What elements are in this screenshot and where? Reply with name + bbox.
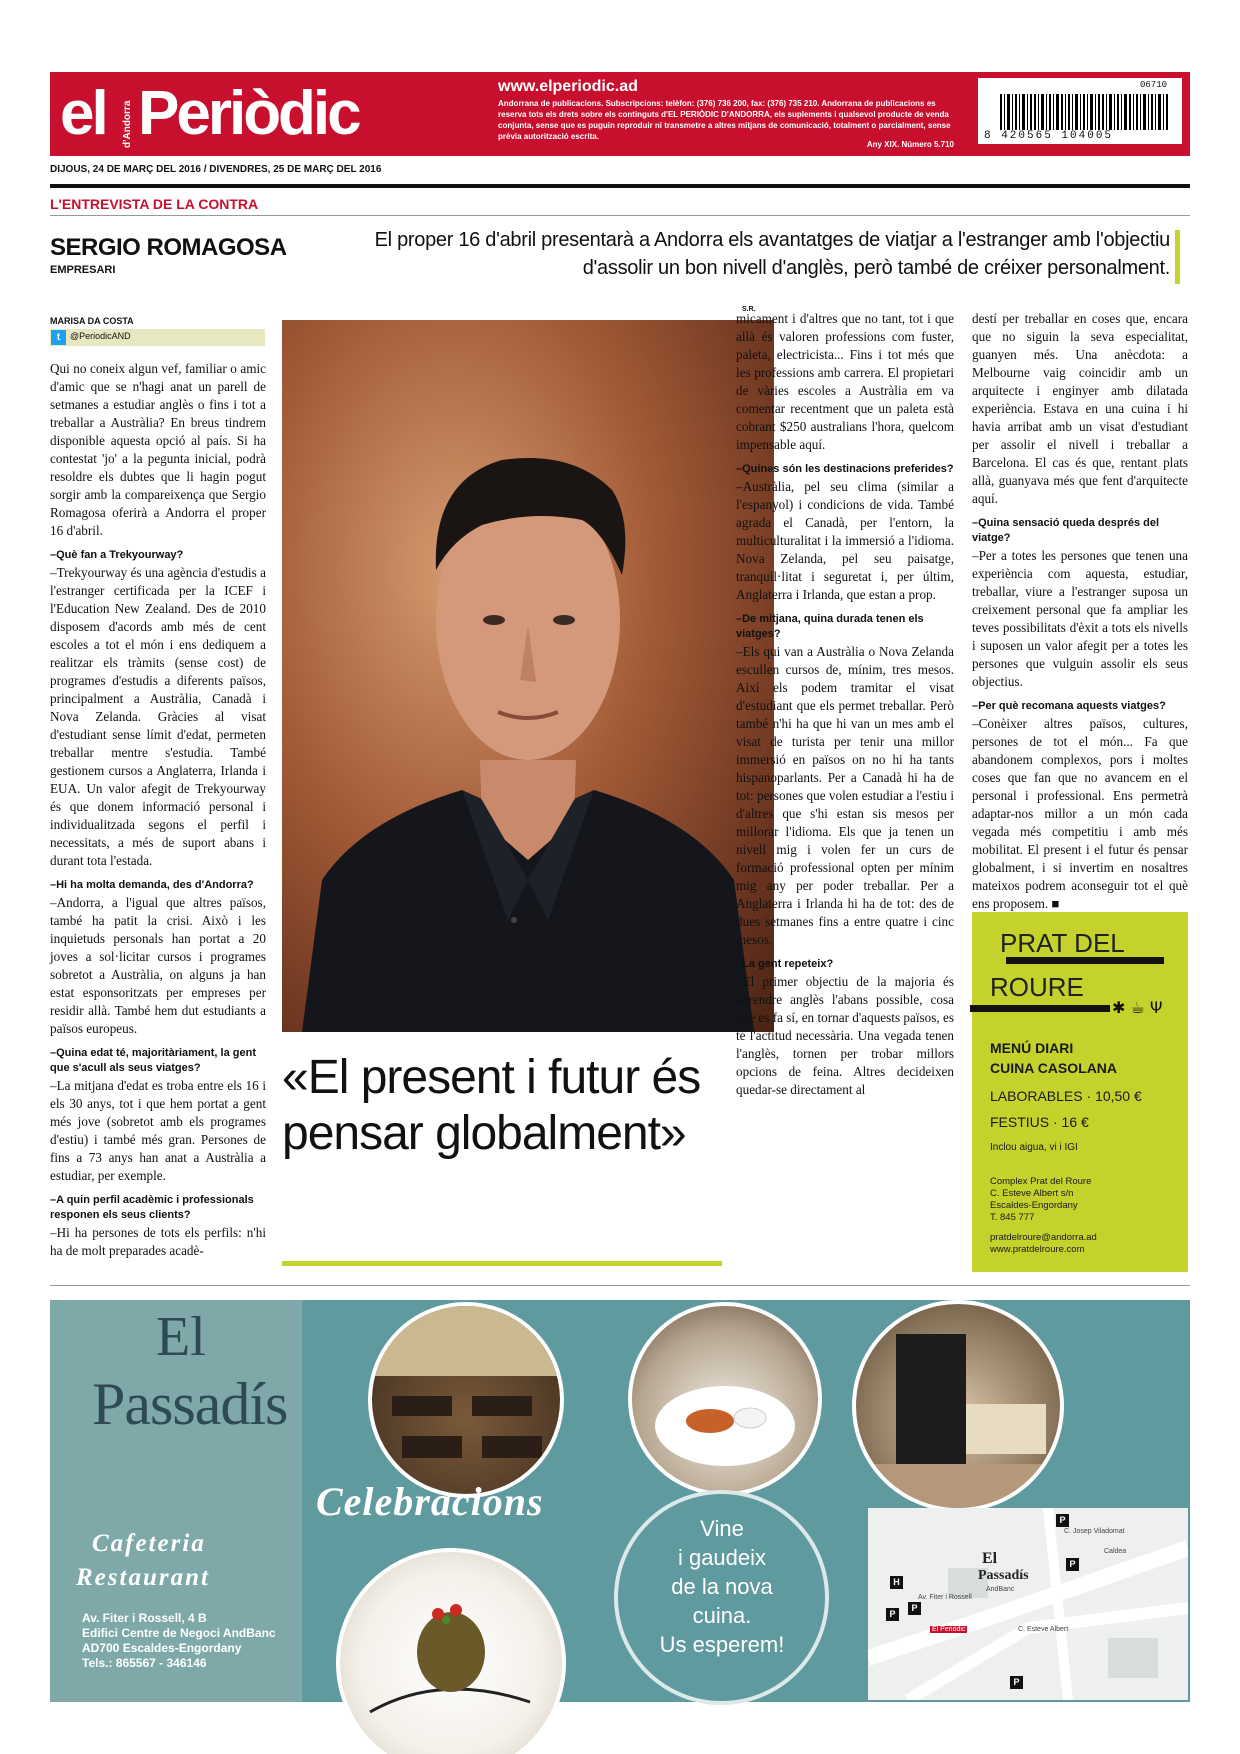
logo-andorra: d'Andorra (122, 100, 133, 148)
photo-credit: S.R. (742, 306, 756, 313)
ad-separator-rule (50, 1285, 1190, 1286)
ad-passadis-message: Vine (700, 1516, 744, 1541)
barcode-digits: 8 420565 104005 (984, 130, 1114, 142)
parking-icon: P (908, 1602, 921, 1615)
ad-prat-email[interactable]: pratdelroure@andorra.ad (990, 1232, 1097, 1243)
barcode-top-number: 06710 (1140, 80, 1168, 90)
ad-passadis-message: de la nova (671, 1574, 773, 1599)
answer: –El primer objectiu de la majoria és aprendre anglès l'abans possible, cosa que es fa sí, en tornar d'aquests països, es té l'actitud necessària. Una vegada tenen l'anglès, tornen per trobar millors opcions de feina. Altres decideixen quedar-se directament al (736, 974, 954, 1097)
answer: –La mitjana d'edat es troba entre els 16 i els 30 anys, tot i que hem portat a gent més jove (sobretot amb els programes d'estiu) i també més gran. Persones de fins a 73 anys han anat a Austràlia a estudiar, per exemple. (50, 1078, 266, 1183)
question: –Hi ha molta demanda, des d'Andorra? (50, 879, 254, 891)
ad-passadis-address: Av. Fiter i Rossell, 4 B (82, 1611, 207, 1625)
question: –Per què recomana aquests viatges? (972, 700, 1166, 712)
logo-periodic[interactable]: Periòdic (138, 79, 359, 148)
twitter-icon: t (51, 330, 66, 345)
ad-passadis-message: i gaudeix (677, 1545, 767, 1570)
logo-el[interactable]: el (60, 79, 106, 148)
ad-prat-menu-line1: MENÚ DIARI (990, 1040, 1074, 1056)
ad-prat-menu-line2: CUINA CASOLANA (990, 1060, 1118, 1076)
hotel-icon: H (890, 1576, 903, 1589)
pull-quote: «El present i futur és pensar globalment» (282, 1051, 701, 1160)
interviewee-name: SERGIO ROMAGOSA (50, 234, 287, 261)
question: –Quina edat té, majoritàriament, la gent que s'acull als seus viatges? (50, 1047, 256, 1074)
answer: –Austràlia, pel seu clima (similar a l'espanyol) i condicions de vida. També agrada el Canadà, per l'entorn, la multiculturalitat i la immersió a l'idioma. Nova Zelanda, pel seu paisatge, tranquil·litat i seguretat i, per últim, Anglaterra i Irlanda, que estan a prop. (736, 479, 954, 602)
pull-quote-rule (282, 1261, 722, 1266)
question: –Quines són les destinacions preferides? (736, 463, 954, 475)
legal-notice: Andorrana de publicacions. Subscripcions: telèfon: (376) 736 200, fax: (376) 735 210. Andorrana de publicacions es reserva tots els drets sobre els continguts d'EL PERIÒDIC D'ANDORRA, els suplements i qualsevol producte de venda conjunta, sense que es puguin reproduir ni transmetre a altres mitjans de comunicació, totalment o parcialment, sense prèvia autorització escrita. (498, 99, 951, 141)
ad-prat-phone: T. 845 777 (990, 1212, 1035, 1223)
article-column-4 (972, 310, 1188, 921)
parking-icon: P (1056, 1514, 1069, 1527)
ad-prat-price-weekday: LABORABLES · 10,50 € (990, 1088, 1142, 1104)
location-map[interactable] (868, 1508, 1188, 1700)
answer: –Trekyourway és una agència d'estudis a l'estranger certificada per la ICEF i l'Education New Zealand. Des de 2010 disposem d'acords amb més de cent escoles a tot el món i ens dediquem a realitzar els tràmits (sense cost) de programes d'estudis a diferents països, principalment a Austràlia, Canadà i Nova Zelanda. Gràcies al visat d'estudiant sense límit d'edat, permeten treballar mentre s'estudia. També gestionem cursos a Anglaterra, Irlanda i EUA. Un valor afegit de Trekyourway és que donem informació personal i individualitzada segons el perfil i necessitats, a més de suport abans i durant tota l'estada. (50, 565, 266, 868)
subheadline-accent-bar (1175, 230, 1180, 284)
top-rule (50, 184, 1190, 188)
section-rule (50, 215, 1190, 216)
question: –De mitjana, quina durada tenen els viatges? (736, 613, 924, 640)
issue-number: Any XIX. Número 5.710 (866, 140, 954, 149)
portrait-illustration (282, 320, 774, 1032)
article-column-3 (736, 310, 954, 1107)
ad-passadis-phones: Tels.: 865567 - 346146 (82, 1656, 207, 1670)
ad-prat-contact: Escaldes-Engordany (990, 1200, 1078, 1211)
ad-prat-title-line2: ROURE (990, 972, 1084, 1002)
ad-prat-price-holiday: FESTIUS · 16 € (990, 1114, 1089, 1130)
ad-passadis-message: cuina. (692, 1603, 752, 1628)
ad-passadis-logo-name: Passadís (92, 1371, 288, 1437)
map-logo-el: El (982, 1550, 998, 1567)
map-label-periodic: El Periòdic (932, 1626, 966, 1633)
map-label-esteve-albert: C. Esteve Albert (1018, 1626, 1069, 1633)
ad-title-bar (970, 1005, 1110, 1012)
answer: –Per a totes les persones que tenen una experiència com aquesta, estudiar, treballar, viure a l'estranger suposa un creixement personal que fa ampliar les teves possibilitats d'èxit a tots els nivells i suposen un valor afegit per a totes les persones que vulguin assolir els seus objectius. (972, 548, 1188, 689)
ad-passadis-cafeteria: Cafeteria (92, 1530, 206, 1557)
plated-dish-photo (628, 1302, 822, 1496)
section-label: L'ENTREVISTA DE LA CONTRA (50, 196, 259, 212)
parking-icon: P (1010, 1676, 1023, 1689)
article-intro: Qui no coneix algun vef, familiar o amic d'amic que se n'hagi anat un parell de setmanes a estudiar anglès o fins i tot a treballar a Austràlia? En breus tindrem disponible aquesta opció al país. Si ha contestat 'jo' a la pegunta inicial, podrà resoldre els dubtes que li hagin pogut sorgir amb la compareixença que Sergio Romagosa oferirà a Andorra el proper 16 d'abril. (50, 361, 266, 538)
ad-passadis-address: AD700 Escaldes-Engordany (82, 1641, 242, 1655)
ad-prat-contact: Complex Prat del Roure (990, 1176, 1092, 1187)
answer: destí per treballar en coses que, encara que no siguin la seva especialitat, guanyen més. Una anècdota: a Melbourne vaig coincidir amb un arquitecte i enginyer amb dilatada experiència. Estava en una cuina i hi havia arribat amb un visat d'estudiant per assolir el nivell i treballar a Barcelona. El cas és que, rentant plats allà, guanyava més que fent d'arquitecte aquí. (972, 311, 1188, 506)
ad-passadis-restaurant: Restaurant (76, 1564, 210, 1591)
map-label-andbanc: AndBanc (986, 1586, 1015, 1593)
ad-passadis-celebracions: Celebracions (316, 1479, 544, 1524)
article-column-1 (50, 360, 266, 1268)
answer: –Conèixer altres països, cultures, persones de tot el món... Fa que abandonem complexos, pors i moltes coses que fan que no avancem en el personal i professional. Ens permetrà adaptar-nos millor a un món cada vegada més competitiu i amb més mobilitat. El present i el futur és pensar globalment, i si invertim en nosaltres mateixos podrem aconseguir tot el què ens proposem. ■ (972, 716, 1188, 911)
question: –Quina sensació queda després del viatge? (972, 517, 1160, 544)
author-byline: MARISA DA COSTA (50, 316, 134, 326)
ad-passadis-logo-el: El (156, 1306, 206, 1368)
ad-prat-title-line1: PRAT DEL (1000, 928, 1125, 958)
question: –Què fan a Trekyourway? (50, 549, 184, 561)
map-label-caldea: Caldea (1104, 1548, 1127, 1555)
map-logo-name: Passadís (978, 1568, 1029, 1583)
parking-icon: P (886, 1608, 899, 1621)
ad-prat-website[interactable]: www.pratdelroure.com (990, 1244, 1085, 1255)
map-label-josep-viladomat: C. Josep Viladomat (1064, 1528, 1125, 1535)
ad-prat-contact: C. Esteve Albert s/n (990, 1188, 1074, 1199)
ad-passadis-message: Us esperem! (659, 1632, 785, 1657)
ad-passadis-address: Edifici Centre de Negoci AndBanc (82, 1626, 276, 1640)
dateline: DIJOUS, 24 DE MARÇ DEL 2016 / DIVENDRES, 25 DE MARÇ DEL 2016 (50, 164, 382, 175)
ad-prat-includes: Inclou aigua, vi i IGI (990, 1142, 1078, 1153)
answer: –Andorra, a l'igual que altres països, també ha patit la crisi. Això i les inquietuds personals han portat a 20 joves a sol·licitar cursos i programes sobretot a Austràlia, on alguns ja han estat esponsoritzats per empreses per residir allà. També hem dut estudiants a països europeus. (50, 895, 266, 1036)
question: –A quin perfil acadèmic i professionals responen els seus clients? (50, 1194, 254, 1221)
site-url[interactable]: www.elperiodic.ad (498, 78, 638, 95)
interviewee-role: EMPRESARI (50, 264, 116, 276)
twitter-handle[interactable]: @PeriodicAND (70, 331, 131, 341)
answer: –Hi ha persones de tots els perfils: n'hi ha de molt preparades acadè- (50, 1225, 266, 1258)
map-label-avinguda: Av. Fiter i Rossell (918, 1594, 972, 1601)
question: –La gent repeteix? (736, 958, 834, 970)
cutlery-icon: ✱ ☕ Ψ (1112, 998, 1163, 1017)
answer: –Els qui van a Austràlia o Nova Zelanda escullen cursos de, mínim, tres mesos. Així els podem tramitar el visat d'estudiant que els permet treballar. Però també n'hi ha que hi van un mes amb el visat de turista per tenir una millor immersió en països on no hi ha tants hispanoparlants. Per a Canadà hi ha de tot: persones que volen estudiar a l'estiu i d'altres que s'hi estan sis mesos per millorar l'idioma. Els que ja tenen un nivell mig i volen fer un curs de formació professional opten per mínim mig any per poder treballar. Per a Anglaterra i Irlanda hi ha de tot: des de dues setmanes fins a entre quatre i cinc mesos. (736, 644, 954, 947)
answer: micament i d'altres que no tant, tot i que allà és valoren professions com fuster, paleta, electricista... Fins i tot més que les professions amb carrera. El propietari de vàries escoles a Austràlia em va comentar recentment que un paleta està cobrant $250 australians l'hora, quelcom impensable aquí. (736, 311, 954, 452)
subheadline: El proper 16 d'abril presentarà a Andorra els avantatges de viatjar a l'estranger amb l'objectiu d'assolir un bon nivell d'anglès, però també de créixer personalment. (374, 229, 1170, 279)
bar-interior-photo (852, 1300, 1064, 1512)
parking-icon: P (1066, 1558, 1079, 1571)
barcode-icon (1000, 94, 1170, 130)
dining-room-photo (368, 1302, 564, 1498)
portrait-photo (282, 320, 774, 1032)
